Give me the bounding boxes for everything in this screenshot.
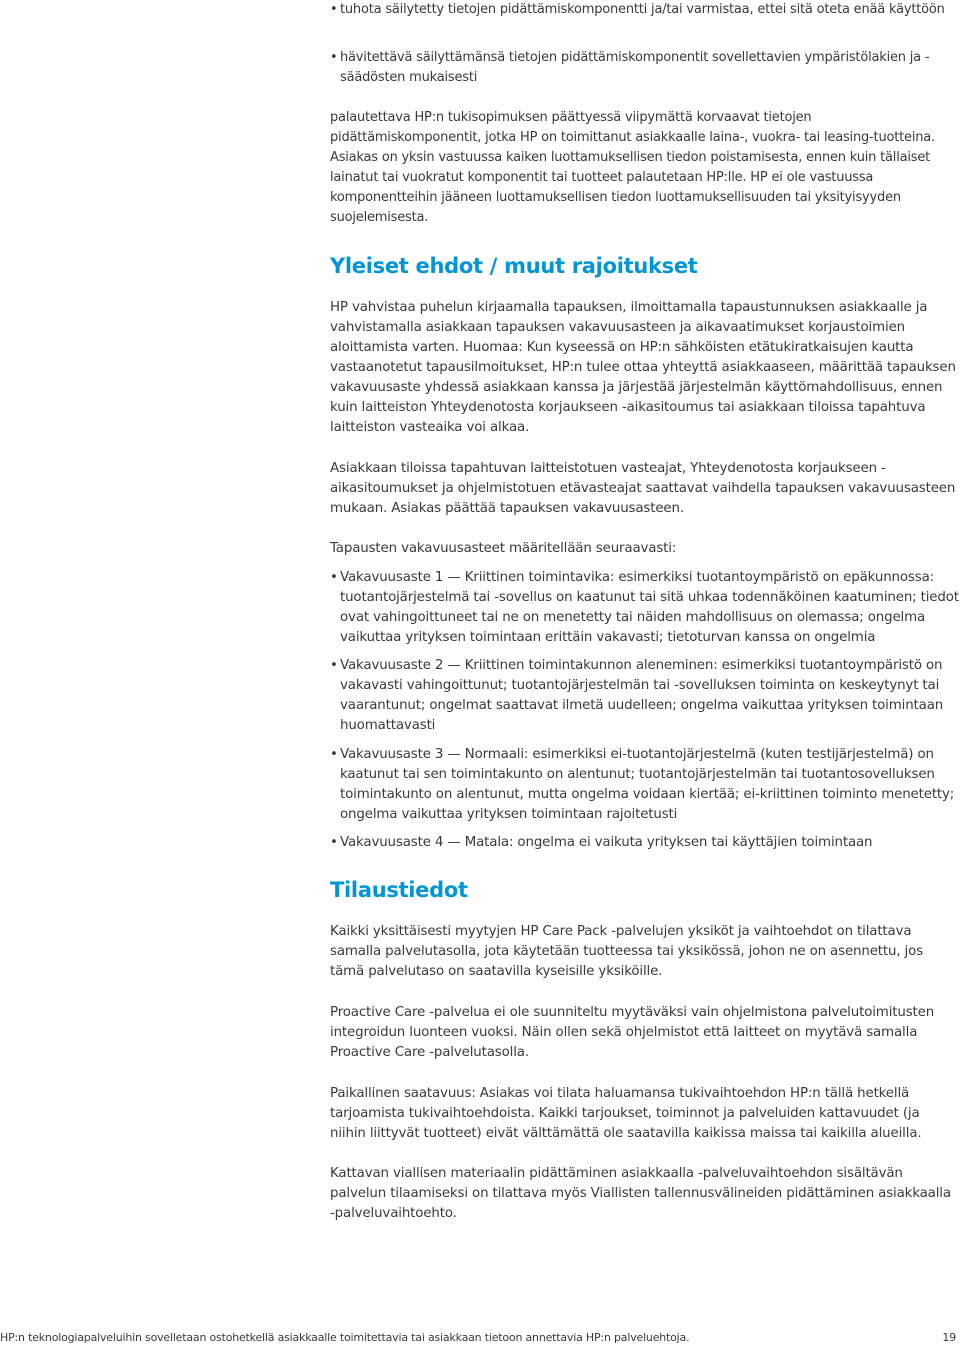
- bullet-glyph: •: [330, 835, 338, 850]
- list-item-text: tuhota säilytetty tietojen pidättämiskomponentti ja/tai varmistaa, ettei sitä oteta enää käyttöön: [340, 2, 945, 17]
- paragraph: Proactive Care -palvelua ei ole suunniteltu myytäväksi vain ohjelmistona palvelutoimitusten integroidun luonteen vuoksi. Näin ollen sekä ohjelmistot että laitteet on myytävä samalla Proactive Care -palvelutasolla.: [330, 1005, 935, 1060]
- paragraph: Kaikki yksittäisesti myytyjen HP Care Pack -palvelujen yksiköt ja vaihtoehdot on tilattava samalla palvelutasolla, jota käytetään tuotteessa tai yksikössä, johon ne on asennettu, jos tämä palvelutaso on saatavilla kyseisille yksiköille.: [330, 924, 923, 979]
- list-item: [330, 48, 960, 88]
- paragraph: Asiakkaan tiloissa tapahtuvan laitteistotuen vasteajat, Yhteydenotosta korjaukseen -aikasitoumukset ja ohjelmistotuen etävasteajat saattavat vaihdella tapauksen vakavuusasteen mukaan. Asiakas päättää tapauksen vakavuusasteen.: [330, 461, 956, 516]
- intro-paragraph: palautettava HP:n tukisopimuksen päättyessä viipymättä korvaavat tietojen pidättämiskomponentit, jotka HP on toimittanut asiakkaalle laina-, vuokra- tai leasing-tuotteina. Asiakas on yksin vastuussa kaiken luottamuksellisen tiedon poistamisesta, ennen kuin tällaiset lainatut tai vuokratut komponentit tai tuotteet palautetaan HP:lle. HP ei ole vastuussa komponentteihin jääneen luottamuksellisen tiedon luottamuksellisuuden tai yksityisyyden suojelemisesta.: [330, 110, 935, 225]
- list-item-text: Vakavuusaste 4 — Matala: ongelma ei vaikuta yrityksen tai käyttäjien toimintaan: [340, 835, 873, 850]
- paragraph: Kattavan viallisen materiaalin pidättäminen asiakkaalla -palveluvaihtoehdon sisältävän palvelun tilaamiseksi on tilattava myös Viallisten tallennusvälineiden pidättäminen asiakkaalla -palveluvaihtoehto.: [330, 1166, 951, 1221]
- section-heading-order-info: Tilaustiedot: [330, 878, 468, 902]
- bullet-glyph: •: [330, 747, 338, 762]
- top-bullet-list: [330, 0, 956, 85]
- list-item-text: Vakavuusaste 1 — Kriittinen toimintavika: esimerkiksi tuotantoympäristö on epäkunnossa: tuotantojärjestelmä tai -sovellus on kaatunut tai sitä uhkaa todennäköinen kaatuminen; tiedot ovat vahingoittuneet tai ne on menetetty tai näiden mahdollisuus on olemassa; ongelma vaikuttaa yrityksen toimintaan erittäin vakavasti; tietoturvan kanssa on ongelmia: [340, 570, 959, 645]
- list-item: [330, 0, 956, 44]
- list-item: [330, 568, 960, 648]
- list-item: [330, 833, 960, 853]
- page-footer: [0, 1331, 960, 1345]
- bullet-glyph: •: [330, 2, 338, 17]
- list-item-text: Vakavuusaste 2 — Kriittinen toimintakunnon aleneminen: esimerkiksi tuotantoympäristö on vakavasti vahingoittunut; tuotantojärjestelmän tai -sovelluksen toiminta on keskeytynyt tai vaarantunut; ongelmat saattavat ilmetä uudelleen; ongelma vaikuttaa yrityksen toimintaan huomattavasti: [340, 658, 944, 733]
- list-item-text: hävitettävä säilyttämänsä tietojen pidättämiskomponentit sovellettavien ympäristölakien ja -säädösten mukaisesti: [340, 50, 930, 85]
- list-item: [330, 656, 960, 736]
- paragraph: Tapausten vakavuusasteet määritellään seuraavasti:: [330, 541, 677, 556]
- section-heading-general-terms: Yleiset ehdot / muut rajoitukset: [330, 254, 698, 278]
- page-number: 19: [942, 1331, 956, 1344]
- paragraph: Paikallinen saatavuus: Asiakas voi tilata haluamansa tukivaihtoehdon HP:n tällä hetkellä tarjoamista tukivaihtoehdoista. Kaikki tarjoukset, toiminnot ja palveluiden kattavuudet (ja niihin liittyvät tuotteet) eivät välttämättä ole saatavilla kaikissa maissa tai kaikilla alueilla.: [330, 1086, 922, 1141]
- bullet-glyph: •: [330, 658, 338, 673]
- list-item-text: Vakavuusaste 3 — Normaali: esimerkiksi ei-tuotantojärjestelmä (kuten testijärjestelmä) on kaatunut tai sen toimintakunto on alentunut; tuotantojärjestelmän tai tuotantosovelluksen toimintakunto on alentunut, mutta ongelma voidaan kiertää; ei-kriittinen toiminto menetetty; ongelma vaikuttaa yrityksen toimintaan rajoitetusti: [340, 747, 955, 822]
- footer-text: HP:n teknologiapalveluihin sovelletaan ostohetkellä asiakkaalle toimitettavia tai asiakkaan tietoon annettavia HP:n palveluehtoja.: [0, 1331, 690, 1344]
- bullet-glyph: •: [330, 570, 338, 585]
- bullet-glyph: •: [330, 50, 338, 65]
- list-item: [330, 745, 960, 825]
- paragraph: HP vahvistaa puhelun kirjaamalla tapauksen, ilmoittamalla tapaustunnuksen asiakkaalle ja vahvistamalla asiakkaan tapauksen vakavuusasteen ja aikavaatimukset korjaustoimien aloittamista varten. Huomaa: Kun kyseessä on HP:n sähköisten etätukiratkaisujen kautta vastaanotetut tapausilmoitukset, HP:n tulee ottaa yhteyttä asiakkaaseen, määrittää tapauksen vakavuusaste yhdessä asiakkaan kanssa ja järjestää järjestelmän käyttömahdollisuus, ennen kuin laitteiston Yhteydenotosta korjaukseen -aikasitoumus tai asiakkaan tiloissa tapahtuva laitteiston vasteaika voi alkaa.: [330, 300, 956, 435]
